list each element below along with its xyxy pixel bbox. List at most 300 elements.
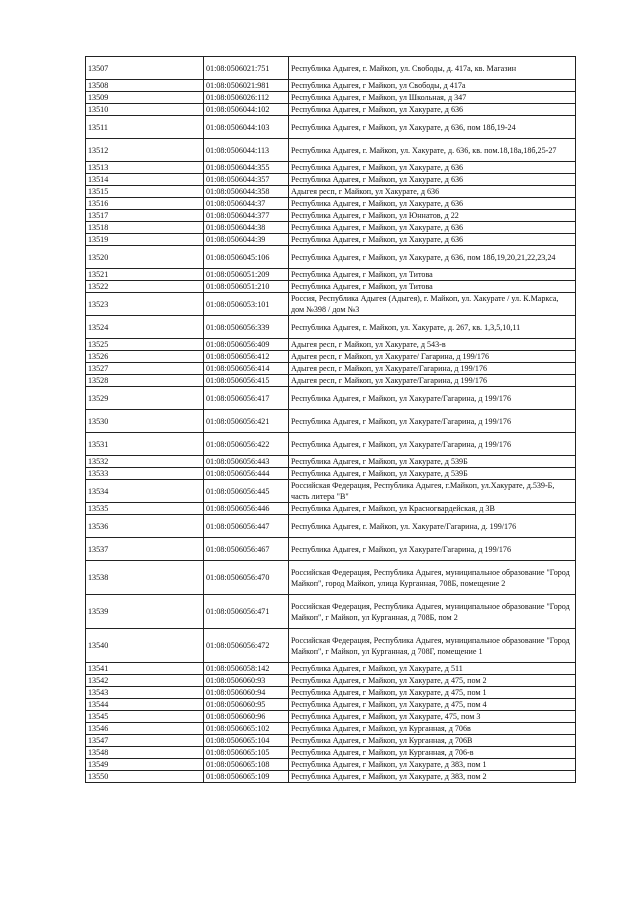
cadastral-number-cell <box>204 538 289 561</box>
cadastral-number-cell-text: 01:08:0506056:415 <box>206 376 270 385</box>
cadastral-number-cell-text: 01:08:0506060:95 <box>206 700 266 709</box>
cadastral-number-cell-text: 01:08:0506045:106 <box>206 252 270 262</box>
row-number-cell-text: 13512 <box>88 145 109 155</box>
address-cell <box>289 561 576 595</box>
cadastral-number-cell-text: 01:08:0506044:377 <box>206 211 270 220</box>
cadastral-number-cell <box>204 80 289 92</box>
address-cell-text: Республика Адыгея, г Майкоп, ул Свободы, д 417а <box>291 81 466 90</box>
address-cell-text: Адыгея респ, г Майкоп, ул Хакурате, д 636 <box>291 187 440 196</box>
cadastral-number-cell <box>204 747 289 759</box>
row-number-cell <box>86 433 204 456</box>
cadastral-number-cell <box>204 316 289 339</box>
cadastral-number-cell-text: 01:08:0506053:101 <box>206 299 270 309</box>
row-number-cell <box>86 269 204 281</box>
row-number-cell <box>86 198 204 210</box>
address-cell-text: Республика Адыгея, г Майкоп, ул Хакурате, д 511 <box>291 664 463 673</box>
address-cell-text: Республика Адыгея, г Майкоп, ул Хакурате/Гагарина, д 199/176 <box>291 439 512 449</box>
row-number-cell <box>86 351 204 363</box>
address-cell-text: Республика Адыгея, г. Майкоп, ул. Хакурате, д. 267, кв. 1,3,5,10,11 <box>291 322 521 332</box>
cadastral-number-cell <box>204 293 289 316</box>
row-number-cell-text: 13538 <box>88 573 109 582</box>
cadastral-number-cell <box>204 351 289 363</box>
address-cell-text: Республика Адыгея, г Майкоп, ул Красногвардейская, д 3В <box>291 504 495 513</box>
cadastral-number-cell <box>204 456 289 468</box>
row-number-cell <box>86 80 204 92</box>
cadastral-number-cell-text: 01:08:0506044:357 <box>206 175 270 184</box>
table-row <box>86 174 576 186</box>
cadastral-number-cell-text: 01:08:0506056:417 <box>206 393 270 403</box>
address-cell <box>289 456 576 468</box>
row-number-cell <box>86 711 204 723</box>
row-number-cell <box>86 456 204 468</box>
cadastral-number-cell <box>204 687 289 699</box>
table-row <box>86 503 576 515</box>
address-cell <box>289 363 576 375</box>
row-number-cell <box>86 538 204 561</box>
address-cell-text: Республика Адыгея, г Майкоп, ул Хакурате, д 636 <box>291 235 464 244</box>
row-number-cell-text: 13546 <box>88 724 109 733</box>
table-row <box>86 735 576 747</box>
cadastral-number-cell-text: 01:08:0506060:93 <box>206 676 266 685</box>
cadastral-number-cell <box>204 561 289 595</box>
row-number-cell <box>86 629 204 663</box>
table-row <box>86 339 576 351</box>
row-number-cell-text: 13526 <box>88 352 109 361</box>
address-cell-text: Республика Адыгея, г Майкоп, ул Хакурате, д 539Б <box>291 469 468 478</box>
row-number-cell-text: 13517 <box>88 211 109 220</box>
cadastral-number-cell-text: 01:08:0506065:109 <box>206 772 270 781</box>
cadastral-number-cell-text: 01:08:0506056:445 <box>206 486 270 496</box>
address-cell <box>289 80 576 92</box>
row-number-cell <box>86 316 204 339</box>
row-number-cell-text: 13521 <box>88 270 109 279</box>
table-row <box>86 222 576 234</box>
row-number-cell <box>86 771 204 783</box>
cadastral-number-cell <box>204 723 289 735</box>
cadastral-number-cell <box>204 363 289 375</box>
cadastral-number-cell-text: 01:08:0506056:446 <box>206 504 270 513</box>
address-cell-text: Республика Адыгея, г Майкоп, ул Хакурате, д 636 <box>291 175 464 184</box>
table-row <box>86 351 576 363</box>
address-cell <box>289 503 576 515</box>
row-number-cell <box>86 162 204 174</box>
row-number-cell-text: 13532 <box>88 457 109 466</box>
table-row <box>86 316 576 339</box>
row-number-cell-text: 13525 <box>88 340 109 349</box>
address-cell-text: Республика Адыгея, г. Майкоп, ул. Хакурате/Гагарина, д. 199/176 <box>291 521 517 531</box>
table-row <box>86 663 576 675</box>
row-number-cell-text: 13524 <box>88 322 109 332</box>
cadastral-number-cell <box>204 595 289 629</box>
address-cell-text: Республика Адыгея, г Майкоп, ул Курганная, д 706-в <box>291 748 474 757</box>
row-number-cell-text: 13534 <box>88 486 109 496</box>
cadastral-number-cell-text: 01:08:0506056:471 <box>206 607 270 616</box>
address-cell <box>289 57 576 80</box>
table-row <box>86 699 576 711</box>
table-row <box>86 515 576 538</box>
row-number-cell-text: 13507 <box>88 63 109 73</box>
table-row <box>86 675 576 687</box>
address-cell-text: Республика Адыгея, г. Майкоп, ул. Хакурате, д. 636, кв. пом.18,18а,18б,25-27 <box>291 145 557 155</box>
address-cell-text: Республика Адыгея, г Майкоп, ул Хакурате, д 636 <box>291 223 464 232</box>
table-row <box>86 363 576 375</box>
address-cell-text: Российская Федерация, Республика Адыгея, муниципальное образование "Город Майкоп", г Майкоп, ул Курганная, д 708Б, пом 2 <box>291 601 570 622</box>
row-number-cell <box>86 503 204 515</box>
table-row <box>86 198 576 210</box>
row-number-cell-text: 13548 <box>88 748 109 757</box>
address-cell <box>289 595 576 629</box>
cadastral-number-cell-text: 01:08:0506056:444 <box>206 469 270 478</box>
row-number-cell <box>86 699 204 711</box>
address-cell-text: Республика Адыгея, г Майкоп, ул Хакурате, д 475, пом 4 <box>291 700 487 709</box>
address-cell-text: Российская Федерация, Республика Адыгея, муниципальное образование "Город Майкоп", г Майкоп, ул Курганная, д 708Г, помещение 1 <box>291 635 570 656</box>
cadastral-number-cell-text: 01:08:0506060:96 <box>206 712 266 721</box>
cadastral-number-cell-text: 01:08:0506044:102 <box>206 105 270 114</box>
cadastral-number-cell <box>204 174 289 186</box>
cadastral-number-cell-text: 01:08:0506044:113 <box>206 145 270 155</box>
row-number-cell-text: 13537 <box>88 544 109 554</box>
cadastral-number-cell-text: 01:08:0506056:447 <box>206 521 270 531</box>
row-number-cell-text: 13515 <box>88 187 109 196</box>
address-cell <box>289 104 576 116</box>
cadastral-number-cell <box>204 339 289 351</box>
cadastral-number-cell <box>204 629 289 663</box>
cadastral-number-cell-text: 01:08:0506056:412 <box>206 352 270 361</box>
cadastral-number-cell-text: 01:08:0506056:472 <box>206 641 270 650</box>
address-cell <box>289 747 576 759</box>
row-number-cell <box>86 468 204 480</box>
address-cell-text: Российская Федерация, Республика Адыгея, муниципальное образование "Город Майкоп", город Майкоп, улица Курганная, 708Б, помещение 2 <box>291 567 570 588</box>
row-number-cell <box>86 186 204 198</box>
cadastral-number-cell <box>204 104 289 116</box>
cadastral-number-cell <box>204 480 289 503</box>
cadastral-number-cell <box>204 503 289 515</box>
cadastral-number-cell-text: 01:08:0506056:339 <box>206 322 270 332</box>
table-row <box>86 480 576 503</box>
row-number-cell-text: 13540 <box>88 641 109 650</box>
registry-table-body <box>86 57 576 783</box>
cadastral-number-cell <box>204 281 289 293</box>
cadastral-number-cell <box>204 375 289 387</box>
address-cell-text: Республика Адыгея, г Майкоп, ул Хакурате, д 636 <box>291 199 464 208</box>
cadastral-number-cell <box>204 675 289 687</box>
row-number-cell-text: 13522 <box>88 282 109 291</box>
table-row <box>86 80 576 92</box>
row-number-cell <box>86 387 204 410</box>
row-number-cell-text: 13510 <box>88 105 109 114</box>
address-cell <box>289 316 576 339</box>
cadastral-number-cell-text: 01:08:0506056:414 <box>206 364 270 373</box>
row-number-cell <box>86 561 204 595</box>
address-cell <box>289 771 576 783</box>
address-cell-text: Республика Адыгея, г Майкоп, ул Юннатов, д 22 <box>291 211 459 220</box>
cadastral-number-cell-text: 01:08:0506056:409 <box>206 340 270 349</box>
table-row <box>86 433 576 456</box>
cadastral-number-cell-text: 01:08:0506065:104 <box>206 736 270 745</box>
address-cell <box>289 281 576 293</box>
address-cell <box>289 515 576 538</box>
table-row <box>86 687 576 699</box>
table-row <box>86 771 576 783</box>
address-cell <box>289 293 576 316</box>
row-number-cell-text: 13539 <box>88 607 109 616</box>
cadastral-number-cell <box>204 711 289 723</box>
cadastral-number-cell-text: 01:08:0506044:38 <box>206 223 266 232</box>
row-number-cell-text: 13545 <box>88 712 109 721</box>
row-number-cell <box>86 57 204 80</box>
row-number-cell-text: 13549 <box>88 760 109 769</box>
table-row <box>86 293 576 316</box>
address-cell <box>289 723 576 735</box>
table-row <box>86 92 576 104</box>
table-row <box>86 104 576 116</box>
row-number-cell-text: 13511 <box>88 122 108 132</box>
row-number-cell <box>86 222 204 234</box>
table-row <box>86 246 576 269</box>
address-cell <box>289 629 576 663</box>
table-row <box>86 269 576 281</box>
address-cell-text: Республика Адыгея, г Майкоп, ул Хакурате, д 383, пом 1 <box>291 760 487 769</box>
address-cell <box>289 711 576 723</box>
address-cell <box>289 210 576 222</box>
address-cell <box>289 186 576 198</box>
address-cell <box>289 699 576 711</box>
address-cell-text: Российская Федерация, Республика Адыгея, г.Майкоп, ул.Хакурате, д.539-Б, часть литера "В" <box>291 481 555 501</box>
row-number-cell-text: 13536 <box>88 521 109 531</box>
table-row <box>86 57 576 80</box>
table-row <box>86 538 576 561</box>
address-cell <box>289 92 576 104</box>
address-cell <box>289 375 576 387</box>
row-number-cell <box>86 92 204 104</box>
table-row <box>86 210 576 222</box>
row-number-cell <box>86 116 204 139</box>
cadastral-number-cell-text: 01:08:0506021:751 <box>206 63 270 73</box>
address-cell <box>289 538 576 561</box>
row-number-cell-text: 13535 <box>88 504 109 513</box>
row-number-cell <box>86 293 204 316</box>
row-number-cell <box>86 139 204 162</box>
row-number-cell <box>86 723 204 735</box>
row-number-cell-text: 13523 <box>88 299 109 309</box>
cadastral-number-cell-text: 01:08:0506044:355 <box>206 163 270 172</box>
row-number-cell <box>86 759 204 771</box>
row-number-cell-text: 13518 <box>88 223 109 232</box>
table-row <box>86 281 576 293</box>
cadastral-number-cell-text: 01:08:0506065:105 <box>206 748 270 757</box>
cadastral-number-cell-text: 01:08:0506044:39 <box>206 235 266 244</box>
row-number-cell-text: 13547 <box>88 736 109 745</box>
table-row <box>86 468 576 480</box>
cadastral-number-cell-text: 01:08:0506056:421 <box>206 416 270 426</box>
row-number-cell-text: 13550 <box>88 772 109 781</box>
row-number-cell <box>86 363 204 375</box>
address-cell <box>289 687 576 699</box>
cadastral-number-cell <box>204 269 289 281</box>
address-cell <box>289 351 576 363</box>
row-number-cell <box>86 375 204 387</box>
address-cell-text: Республика Адыгея, г Майкоп, ул Хакурате, д 475, пом 2 <box>291 676 487 685</box>
address-cell-text: Республика Адыгея, г Майкоп, ул Хакурате, д 636, пом 18б,19-24 <box>291 122 516 132</box>
row-number-cell-text: 13533 <box>88 469 109 478</box>
cadastral-number-cell <box>204 771 289 783</box>
table-row <box>86 162 576 174</box>
row-number-cell <box>86 687 204 699</box>
row-number-cell-text: 13509 <box>88 93 109 102</box>
cadastral-number-cell <box>204 162 289 174</box>
cadastral-number-cell <box>204 759 289 771</box>
cadastral-number-cell <box>204 246 289 269</box>
address-cell <box>289 269 576 281</box>
address-cell <box>289 222 576 234</box>
registry-table <box>85 56 576 783</box>
address-cell-text: Республика Адыгея, г Майкоп, ул Курганная, д 706в <box>291 724 471 733</box>
row-number-cell-text: 13529 <box>88 393 109 403</box>
address-cell <box>289 174 576 186</box>
table-row <box>86 375 576 387</box>
row-number-cell <box>86 747 204 759</box>
row-number-cell <box>86 234 204 246</box>
address-cell-text: Республика Адыгея, г Майкоп, ул Хакурате, 475, пом 3 <box>291 712 481 721</box>
row-number-cell-text: 13508 <box>88 81 109 90</box>
row-number-cell-text: 13520 <box>88 252 109 262</box>
row-number-cell-text: 13513 <box>88 163 109 172</box>
address-cell-text: Республика Адыгея, г Майкоп, ул Хакурате, д 539Б <box>291 457 468 466</box>
cadastral-number-cell <box>204 198 289 210</box>
address-cell <box>289 339 576 351</box>
table-row <box>86 629 576 663</box>
table-row <box>86 595 576 629</box>
table-row <box>86 410 576 433</box>
row-number-cell <box>86 104 204 116</box>
cadastral-number-cell-text: 01:08:0506056:443 <box>206 457 270 466</box>
address-cell <box>289 410 576 433</box>
address-cell <box>289 162 576 174</box>
address-cell <box>289 246 576 269</box>
row-number-cell <box>86 515 204 538</box>
row-number-cell-text: 13530 <box>88 416 109 426</box>
cadastral-number-cell <box>204 234 289 246</box>
row-number-cell-text: 13516 <box>88 199 109 208</box>
cadastral-number-cell-text: 01:08:0506051:209 <box>206 270 270 279</box>
address-cell-text: Адыгея респ, г Майкоп, ул Хакурате/ Гагарина, д 199/176 <box>291 352 490 361</box>
address-cell <box>289 139 576 162</box>
table-row <box>86 234 576 246</box>
cadastral-number-cell <box>204 222 289 234</box>
cadastral-number-cell <box>204 116 289 139</box>
row-number-cell <box>86 663 204 675</box>
address-cell-text: Россия, Республика Адыгея (Адыгея), г. Майкоп, ул. Хакурате / ул. К.Маркса, дом №398 / дом №3 <box>291 294 559 314</box>
row-number-cell <box>86 174 204 186</box>
cadastral-number-cell <box>204 92 289 104</box>
row-number-cell <box>86 595 204 629</box>
address-cell <box>289 468 576 480</box>
row-number-cell-text: 13544 <box>88 700 109 709</box>
row-number-cell <box>86 339 204 351</box>
address-cell <box>289 663 576 675</box>
address-cell <box>289 387 576 410</box>
row-number-cell-text: 13528 <box>88 376 109 385</box>
address-cell <box>289 480 576 503</box>
address-cell <box>289 116 576 139</box>
row-number-cell <box>86 281 204 293</box>
address-cell-text: Республика Адыгея, г Майкоп, ул Хакурате, д 383, пом 2 <box>291 772 487 781</box>
row-number-cell-text: 13531 <box>88 439 109 449</box>
cadastral-number-cell-text: 01:08:0506056:470 <box>206 573 270 582</box>
cadastral-number-cell <box>204 468 289 480</box>
cadastral-number-cell-text: 01:08:0506056:467 <box>206 544 270 554</box>
cadastral-number-cell-text: 01:08:0506051:210 <box>206 282 270 291</box>
row-number-cell-text: 13543 <box>88 688 109 697</box>
cadastral-number-cell <box>204 663 289 675</box>
cadastral-number-cell-text: 01:08:0506065:102 <box>206 724 270 733</box>
row-number-cell-text: 13519 <box>88 235 109 244</box>
address-cell-text: Адыгея респ, г Майкоп, ул Хакурате, д 543-в <box>291 340 446 349</box>
address-cell <box>289 735 576 747</box>
cadastral-number-cell <box>204 186 289 198</box>
address-cell-text: Республика Адыгея, г Майкоп, ул Хакурате/Гагарина, д 199/176 <box>291 544 512 554</box>
address-cell <box>289 433 576 456</box>
cadastral-number-cell-text: 01:08:0506044:103 <box>206 122 270 132</box>
cadastral-number-cell-text: 01:08:0506058:142 <box>206 664 270 673</box>
cadastral-number-cell <box>204 699 289 711</box>
address-cell <box>289 759 576 771</box>
table-row <box>86 387 576 410</box>
address-cell-text: Республика Адыгея, г Майкоп, ул Хакурате/Гагарина, д 199/176 <box>291 393 512 403</box>
cadastral-number-cell-text: 01:08:0506044:358 <box>206 187 270 196</box>
cadastral-number-cell-text: 01:08:0506060:94 <box>206 688 266 697</box>
cadastral-number-cell-text: 01:08:0506021:981 <box>206 81 270 90</box>
cadastral-number-cell-text: 01:08:0506026:112 <box>206 93 270 102</box>
cadastral-number-cell <box>204 410 289 433</box>
cadastral-number-cell-text: 01:08:0506056:422 <box>206 439 270 449</box>
table-row <box>86 723 576 735</box>
cadastral-number-cell <box>204 387 289 410</box>
row-number-cell-text: 13527 <box>88 364 109 373</box>
table-row <box>86 561 576 595</box>
address-cell <box>289 234 576 246</box>
row-number-cell <box>86 246 204 269</box>
table-row <box>86 139 576 162</box>
cadastral-number-cell <box>204 210 289 222</box>
address-cell-text: Республика Адыгея, г Майкоп, ул Хакурате/Гагарина, д 199/176 <box>291 416 512 426</box>
address-cell-text: Республика Адыгея, г Майкоп, ул Титова <box>291 270 433 279</box>
table-row <box>86 747 576 759</box>
table-row <box>86 711 576 723</box>
address-cell <box>289 198 576 210</box>
row-number-cell <box>86 675 204 687</box>
row-number-cell <box>86 735 204 747</box>
cadastral-number-cell <box>204 139 289 162</box>
row-number-cell-text: 13542 <box>88 676 109 685</box>
row-number-cell <box>86 480 204 503</box>
address-cell-text: Республика Адыгея, г Майкоп, ул Хакурате, д 636, пом 18б,19,20,21,22,23,24 <box>291 252 556 262</box>
row-number-cell <box>86 210 204 222</box>
table-row <box>86 759 576 771</box>
cadastral-number-cell-text: 01:08:0506044:37 <box>206 199 266 208</box>
address-cell-text: Республика Адыгея, г Майкоп, ул Хакурате, д 636 <box>291 105 464 114</box>
table-row <box>86 116 576 139</box>
row-number-cell-text: 13514 <box>88 175 109 184</box>
cadastral-number-cell-text: 01:08:0506065:108 <box>206 760 270 769</box>
address-cell-text: Республика Адыгея, г Майкоп, ул Школьная, д 347 <box>291 93 467 102</box>
cadastral-number-cell <box>204 515 289 538</box>
address-cell-text: Республика Адыгея, г Майкоп, ул Курганная, д 706В <box>291 736 473 745</box>
cadastral-number-cell <box>204 735 289 747</box>
address-cell-text: Республика Адыгея, г Майкоп, ул Хакурате, д 636 <box>291 163 464 172</box>
cadastral-number-cell <box>204 57 289 80</box>
row-number-cell-text: 13541 <box>88 664 109 673</box>
